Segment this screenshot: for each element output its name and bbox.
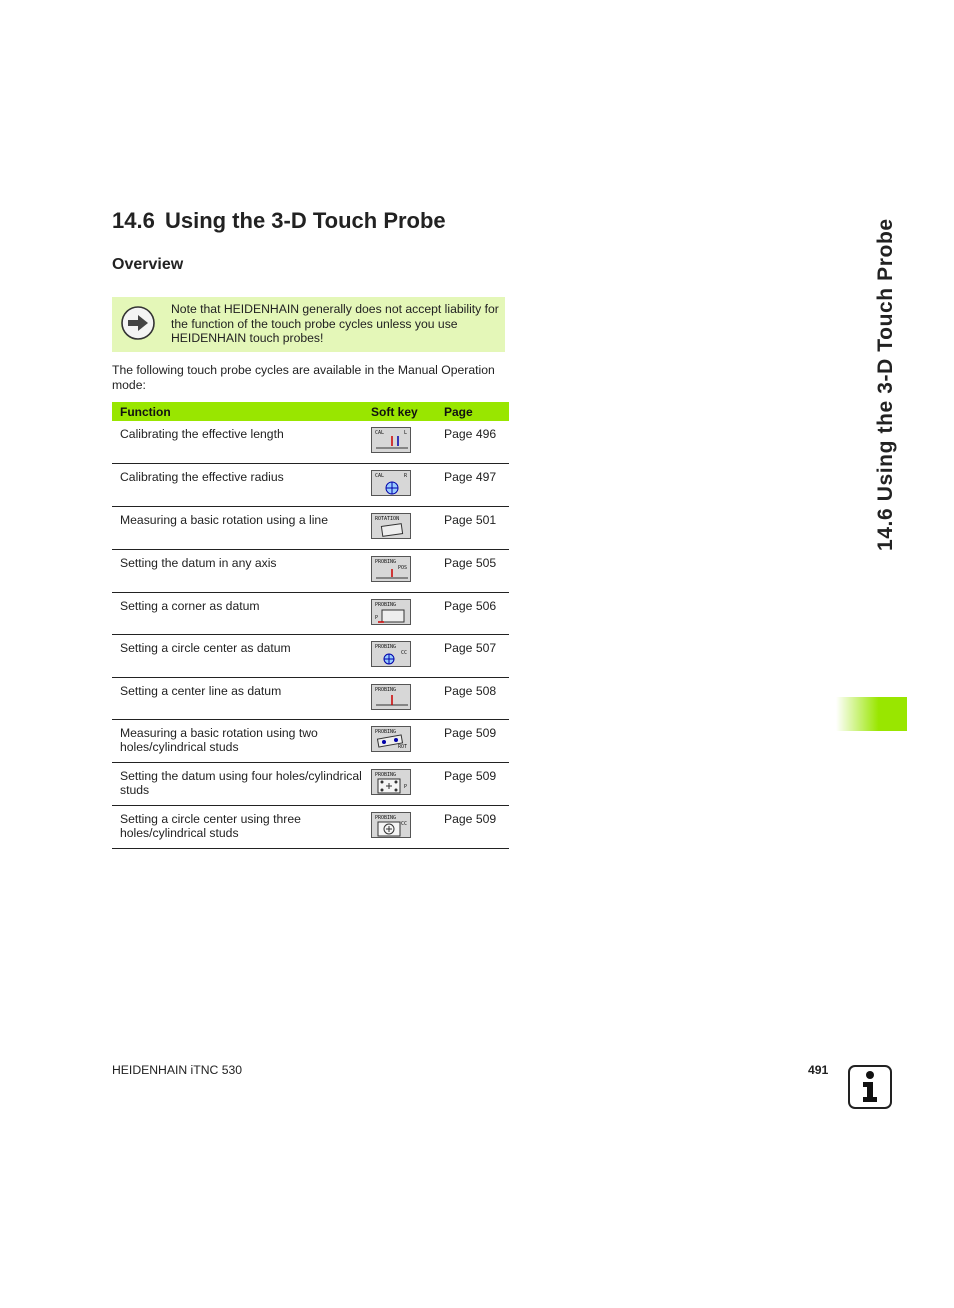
function-cell: Measuring a basic rotation using two holes/cylindrical studs	[112, 719, 371, 762]
info-glyph	[850, 1067, 890, 1107]
function-cell: Calibrating the effective radius	[112, 463, 371, 506]
table-row	[112, 805, 509, 848]
page-cell: Page 509	[444, 805, 509, 848]
softkey-cell	[371, 421, 444, 463]
corner-icon	[372, 600, 412, 626]
probing-rot-softkey[interactable]: PROBING ROT	[371, 726, 411, 752]
table-row	[112, 549, 509, 592]
table-row	[112, 592, 509, 634]
touch-probe-table	[112, 402, 509, 849]
table-row	[112, 463, 509, 506]
softkey-cell	[371, 549, 444, 592]
chapter-thumb-tab	[836, 697, 907, 731]
softkey-cell	[371, 677, 444, 719]
softkey-cell	[371, 506, 444, 549]
probing-three-holes-softkey[interactable]: PROBING CC	[371, 812, 411, 838]
intro-paragraph: The following touch probe cycles are available in the Manual Operation mode:	[112, 363, 495, 392]
note-text: Note that HEIDENHAIN generally does not accept liability for the function of the touch probe cycles unless you use HEIDENHAIN touch probes!	[171, 302, 499, 345]
table-row	[112, 506, 509, 549]
table-header-row	[112, 402, 509, 421]
function-cell: Setting the datum using four holes/cylindrical studs	[112, 762, 371, 805]
page-cell: Page 509	[444, 762, 509, 805]
cal-r-softkey[interactable]: CAL R	[371, 470, 411, 496]
function-cell: Setting a circle center using three holes/cylindrical studs	[112, 805, 371, 848]
page-cell: Page 505	[444, 549, 509, 592]
function-cell: Setting a circle center as datum	[112, 634, 371, 677]
probe-axis-icon	[372, 557, 412, 583]
softkey-cell	[371, 463, 444, 506]
header-page: Page	[444, 402, 509, 421]
page-cell: Page 501	[444, 506, 509, 549]
probe-length-icon	[372, 428, 412, 454]
circle-center-icon	[372, 642, 412, 668]
table-row	[112, 677, 509, 719]
softkey-cell	[371, 592, 444, 634]
overview-subheading: Overview	[112, 256, 184, 273]
softkey-cell	[371, 634, 444, 677]
header-function: Function	[112, 402, 371, 421]
header-softkey: Soft key	[371, 402, 444, 421]
info-icon	[848, 1065, 892, 1109]
page-cell: Page 509	[444, 719, 509, 762]
page-heading	[112, 208, 446, 234]
probing-pos-softkey[interactable]: PROBING POS	[371, 556, 411, 582]
two-holes-icon	[372, 727, 412, 753]
page-cell: Page 506	[444, 592, 509, 634]
function-cell: Calibrating the effective length	[112, 421, 371, 463]
page-cell: Page 496	[444, 421, 509, 463]
function-cell: Setting a center line as datum	[112, 677, 371, 719]
page-number: 491	[808, 1063, 829, 1077]
arrow-right-icon	[120, 305, 156, 341]
softkey-cell	[371, 762, 444, 805]
function-cell: Setting the datum in any axis	[112, 549, 371, 592]
table-row	[112, 421, 509, 463]
probing-cc-softkey[interactable]: PROBING CC	[371, 641, 411, 667]
function-cell: Setting a corner as datum	[112, 592, 371, 634]
probing-p-softkey[interactable]: PROBING P	[371, 599, 411, 625]
three-holes-icon	[372, 813, 412, 839]
rotation-icon	[372, 514, 412, 540]
probe-radius-icon	[372, 471, 412, 497]
center-line-icon	[372, 685, 412, 711]
softkey-cell	[371, 805, 444, 848]
probing-centerline-softkey[interactable]: PROBING	[371, 684, 411, 710]
section-number: 14.6	[112, 208, 155, 233]
table-row	[112, 762, 509, 805]
probing-four-holes-softkey[interactable]: PROBING P	[371, 769, 411, 795]
table-row	[112, 719, 509, 762]
table-row	[112, 634, 509, 677]
section-title: Using the 3-D Touch Probe	[164, 208, 446, 233]
four-holes-icon	[372, 770, 412, 796]
footer-product-name: HEIDENHAIN iTNC 530	[112, 1063, 243, 1077]
page-cell: Page 508	[444, 677, 509, 719]
sidebar-chapter-title: 14.6 Using the 3-D Touch Probe	[874, 218, 897, 551]
page-cell: Page 507	[444, 634, 509, 677]
page-cell: Page 497	[444, 463, 509, 506]
softkey-cell	[371, 719, 444, 762]
function-cell: Measuring a basic rotation using a line	[112, 506, 371, 549]
cal-l-softkey[interactable]: CAL L	[371, 427, 411, 453]
rotation-softkey[interactable]: ROTATION	[371, 513, 411, 539]
note-box	[112, 297, 505, 352]
